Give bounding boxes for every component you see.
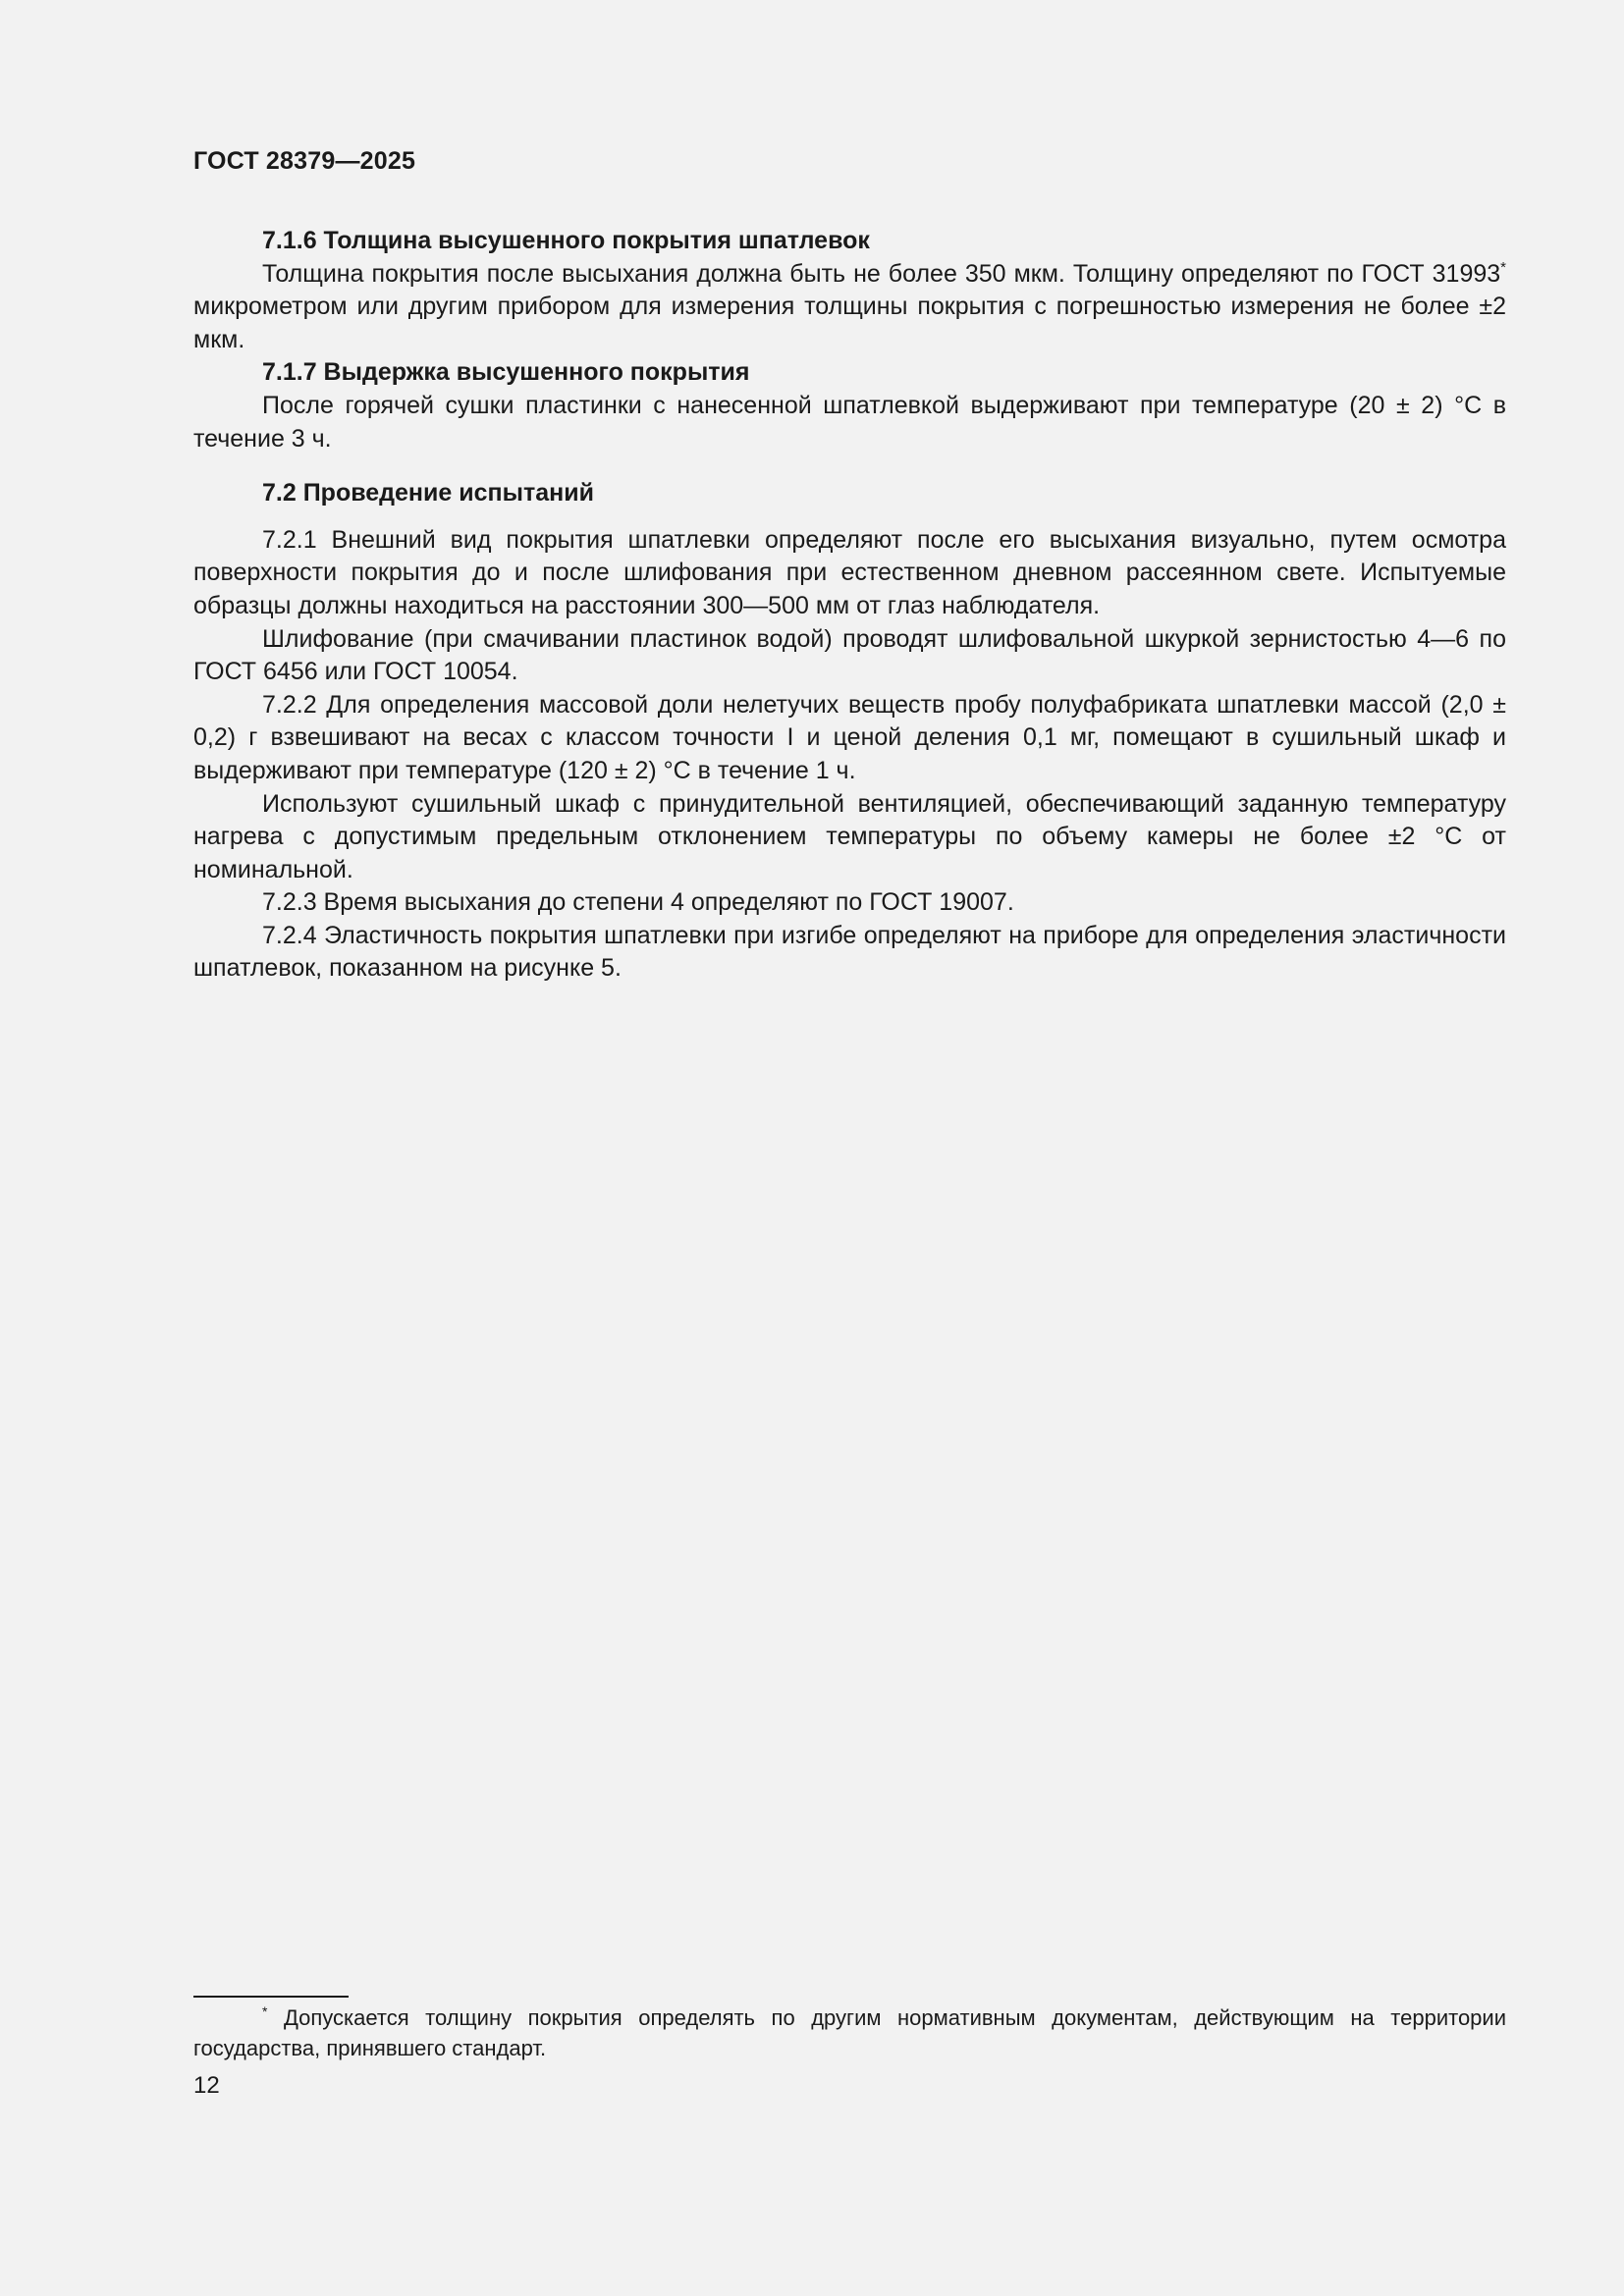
- page-number: 12: [193, 2072, 220, 2099]
- section-7-1-6-text-b: микрометром или другим прибором для измерения толщины покрытия с погрешностью измерения не более ±2 мкм.: [193, 293, 1506, 353]
- section-7-2-2-paragraph: 7.2.2 Для определения массовой доли нелетучих веществ пробу полуфабриката шпатлевки массой (2,0 ± 0,2) г взвешивают на весах с классом точности I и ценой деления 0,1 мг, помещают в сушильный шкаф и выдерживают при температуре (120 ± 2) °С в течение 1 ч.: [193, 690, 1506, 784]
- footnote-mark: *: [262, 2003, 268, 2019]
- section-7-1-6-paragraph: [193, 258, 1506, 357]
- footnote-reference-mark: *: [1500, 258, 1506, 276]
- section-7-2-3-paragraph: 7.2.3 Время высыхания до степени 4 определяют по ГОСТ 19007.: [262, 888, 1014, 917]
- document-body: [193, 225, 1506, 986]
- footnote-separator: [193, 1996, 349, 1998]
- section-7-1-6-text-a: Толщина покрытия после высыхания должна быть не более 350 мкм. Толщину определяют по ГОСТ 31993: [262, 259, 1501, 288]
- section-7-1-6-title: 7.1.6 Толщина высушенного покрытия шпатлевок: [262, 227, 870, 254]
- footnote-text: Допускается толщину покрытия определять по другим нормативным документам, действующим на территории государства, принявшего стандарт.: [193, 2005, 1506, 2060]
- section-7-2-1-paragraph: 7.2.1 Внешний вид покрытия шпатлевки определяют после его высыхания визуально, путем осмотра поверхности покрытия до и после шлифования при естественном дневном рассеянном свете. Испытуемые образцы должны находиться на расстоянии 300—500 мм от глаз наблюдателя.: [193, 525, 1506, 619]
- section-7-2-4-paragraph: 7.2.4 Эластичность покрытия шпатлевки при изгибе определяют на приборе для определения эластичности шпатлевок, показанном на рисунке 5.: [193, 921, 1506, 983]
- document-header: ГОСТ 28379—2025: [193, 147, 416, 175]
- section-7-2-1-paragraph-2: Шлифование (при смачивании пластинок водой) проводят шлифовальной шкуркой зернистостью 4—6 по ГОСТ 6456 или ГОСТ 10054.: [193, 624, 1506, 686]
- section-7-2-2-paragraph-2: Используют сушильный шкаф с принудительной вентиляцией, обеспечивающий заданную температуру нагрева с допустимым предельным отклонением температуры по объему камеры не более ±2 °С от номинальной.: [193, 789, 1506, 883]
- section-7-1-7-paragraph: После горячей сушки пластинки с нанесенной шпатлевкой выдерживают при температуре (20 ± 2) °С в течение 3 ч.: [193, 391, 1506, 453]
- footnote: [193, 2002, 1506, 2063]
- section-7-2-title: 7.2 Проведение испытаний: [262, 479, 594, 507]
- section-7-1-7-title: 7.1.7 Выдержка высушенного покрытия: [262, 358, 750, 387]
